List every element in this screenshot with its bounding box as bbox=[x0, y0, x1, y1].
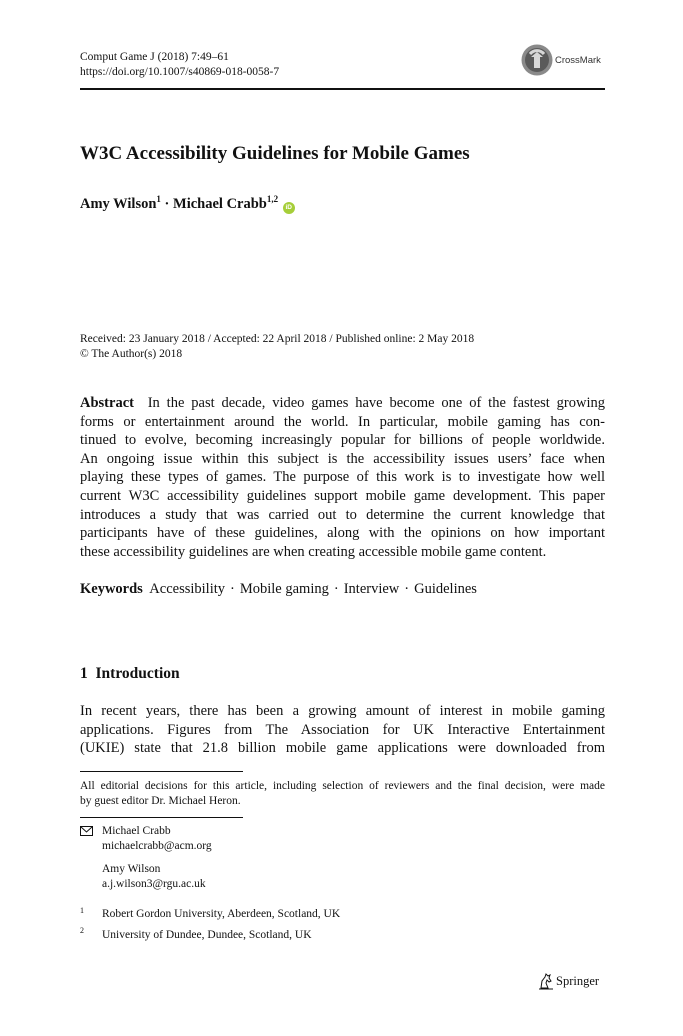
footnote-line: by guest editor Dr. Michael Heron. bbox=[80, 795, 241, 807]
author-name[interactable]: Michael Crabb bbox=[173, 196, 267, 212]
section-number: 1 bbox=[80, 665, 88, 682]
envelope-icon bbox=[80, 826, 93, 836]
crossmark-badge[interactable] bbox=[521, 44, 611, 78]
abstract-line: Abstract In the past decade, video games have become one of the fastest growing bbox=[80, 395, 605, 411]
keyword: Guidelines bbox=[414, 581, 477, 597]
header-rule bbox=[80, 88, 605, 90]
article-history: Received: 23 January 2018 / Accepted: 22 April 2018 / Published online: 2 May 2018 bbox=[80, 333, 475, 345]
keyword-separator: · bbox=[333, 581, 339, 597]
springer-horse-icon bbox=[538, 972, 554, 990]
body-line: applications. Figures from The Association for UK Interactive Entertainment bbox=[80, 721, 605, 738]
contact-email[interactable]: michaelcrabb@acm.org bbox=[102, 840, 212, 852]
author-affiliation-sup: 1,2 bbox=[266, 194, 279, 204]
keyword: Interview bbox=[343, 581, 400, 597]
abstract-line: participants have of these guidelines, along with the opinions on how important bbox=[80, 525, 605, 542]
footnote-rule bbox=[80, 771, 243, 772]
crossmark-label: CrossMark bbox=[555, 55, 601, 66]
author-list bbox=[80, 189, 295, 214]
body-line: (UKIE) state that 21.8 billion mobile game applications were downloaded from bbox=[80, 740, 605, 757]
section-heading bbox=[80, 664, 180, 684]
contact-name: Amy Wilson bbox=[102, 863, 161, 875]
keyword-separator: · bbox=[404, 581, 410, 597]
keyword: Mobile gaming bbox=[239, 581, 329, 597]
keyword: Accessibility bbox=[149, 581, 226, 597]
abstract-line: An ongoing issue within this subject is the accessibility issues users’ face when bbox=[80, 450, 605, 467]
editorial-footnote bbox=[80, 779, 605, 809]
footnote-rule bbox=[80, 817, 243, 818]
doi-link[interactable]: https://doi.org/10.1007/s40869-018-0058-7 bbox=[80, 66, 280, 78]
affiliation-text: University of Dundee, Dundee, Scotland, UK bbox=[102, 929, 312, 941]
publisher-logo bbox=[538, 972, 608, 990]
abstract-line: forms or entertainment around the world. In particular, mobile gaming has con- bbox=[80, 413, 605, 430]
body-line: In recent years, there has been a growing amount of interest in mobile gaming bbox=[80, 703, 605, 719]
affiliation-number: 2 bbox=[80, 926, 84, 935]
orcid-icon[interactable]: iD bbox=[283, 202, 295, 214]
affiliation-number: 1 bbox=[80, 906, 84, 915]
keyword-separator: · bbox=[230, 581, 235, 597]
contact-email[interactable]: a.j.wilson3@rgu.ac.uk bbox=[102, 878, 206, 890]
journal-citation: Comput Game J (2018) 7:49–61 bbox=[80, 51, 229, 63]
introduction-body bbox=[80, 702, 605, 758]
footnote-line: All editorial decisions for this article, including selection of reviewers and the final decision, were made bbox=[80, 780, 605, 792]
publisher-name: Springer bbox=[556, 974, 600, 988]
affiliation-text: Robert Gordon University, Aberdeen, Scotland, UK bbox=[102, 908, 341, 920]
abstract-label: Abstract bbox=[80, 395, 134, 411]
abstract-line: tinued to evolve, becoming increasingly popular for billions of people worldwide. bbox=[80, 432, 605, 449]
abstract-line: current W3C accessibility guidelines support mobile game development. This paper bbox=[80, 487, 605, 504]
abstract-line: playing these types of games. The purpose of this work is to investigate how well bbox=[80, 469, 605, 486]
abstract-line: these accessibility guidelines are when creating accessible mobile game content. bbox=[80, 543, 547, 560]
author-name[interactable]: Amy Wilson bbox=[80, 196, 157, 212]
contact-name: Michael Crabb bbox=[102, 825, 171, 837]
crossmark-icon bbox=[521, 44, 553, 76]
author-separator: · bbox=[164, 196, 170, 212]
keywords-label: Keywords bbox=[80, 581, 143, 597]
abstract bbox=[80, 394, 605, 561]
copyright-notice: © The Author(s) 2018 bbox=[80, 348, 183, 360]
section-title: Introduction bbox=[95, 665, 180, 682]
author-affiliation-sup: 1 bbox=[156, 194, 161, 204]
article-title: W3C Accessibility Guidelines for Mobile Games bbox=[80, 143, 470, 164]
keywords bbox=[80, 580, 605, 598]
abstract-line: introduces a study that was carried out to determine the current knowledge that bbox=[80, 506, 605, 523]
